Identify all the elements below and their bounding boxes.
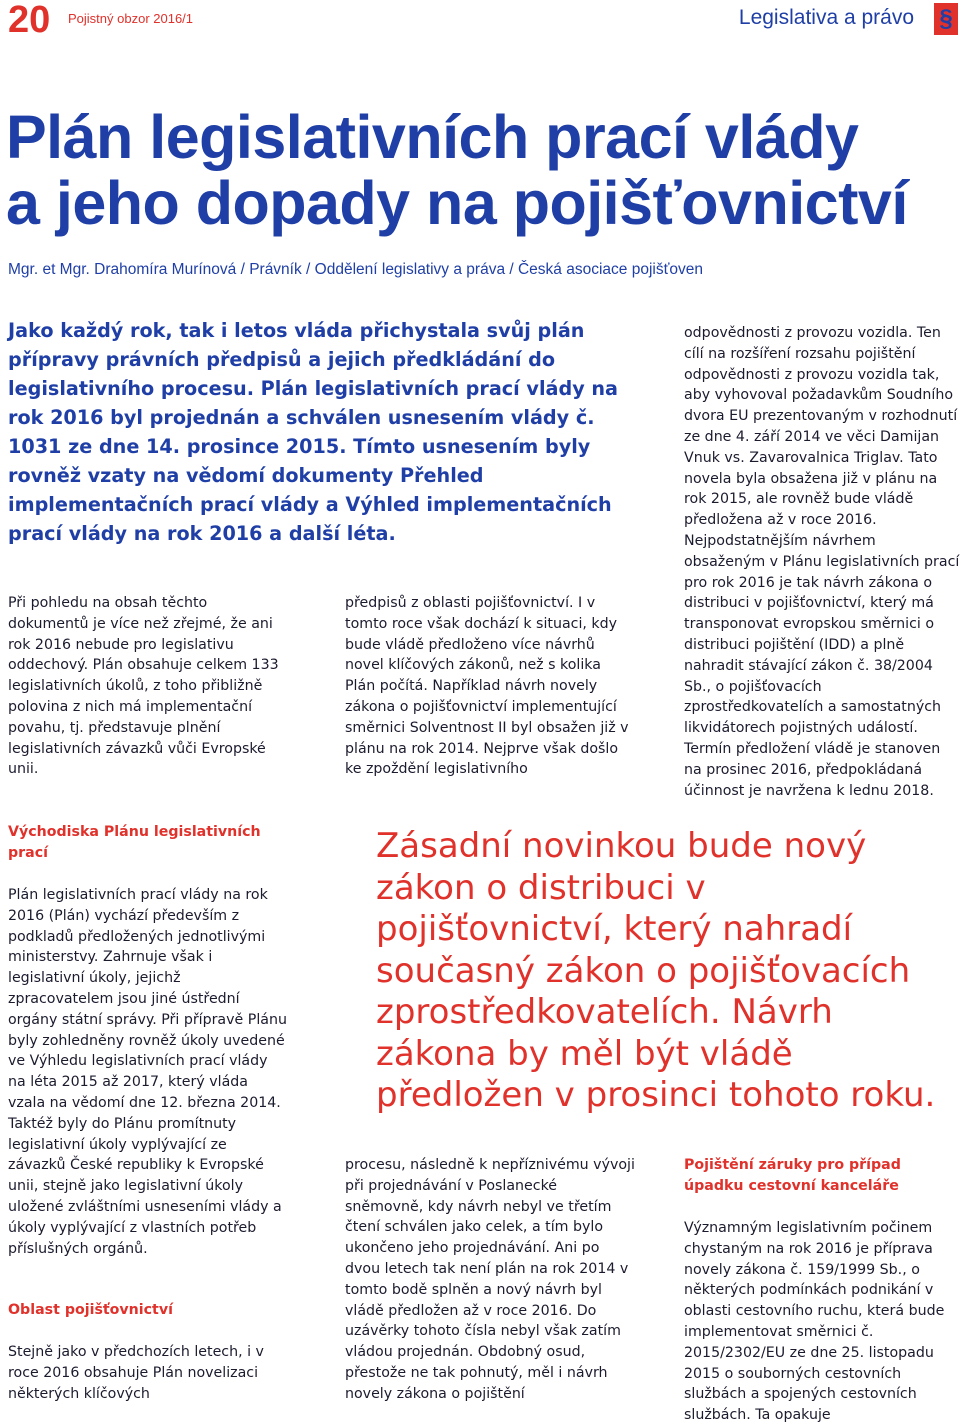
lead-paragraph: Jako každý rok, tak i letos vláda přichystala svůj plán přípravy právních předpisů a jejich předkládání do legislativního procesu. Plán legislativních prací vlády na rok 2016 byl projednán a schválen usnesením vlády č. 1031 ze dne 14. prosince 2015. Tímto usnesením byly rovněž vzaty na vědomí dokumenty Přehled implementačních prací vlády a Výhled implementačních prací vlády na rok 2016 a další léta. <box>8 319 618 545</box>
col2-bottom-text: procesu, následně k nepříznivému vývoji při projednávání v Poslanecké sněmovně, kdy návrh nebyl ve třetím čtení schválen jako celek, a tím bylo ukončeno jeho projednávání. Ani po dvou letech tak není plán na rok 2014 v tomto bodě splněn a nový návrh byl vládě předložen až v roce 2016. Do uzávěrky tohoto čísla nebyl však zatím vládou projednán. Obdobný osud, přestože ne tak pohnutý, měl i návrh novely zákona o pojištění <box>345 1157 635 1402</box>
col1-intro: Při pohledu na obsah těchto dokumentů je více než zřejmé, že ani rok 2016 nebude pro legislativu oddechový. Plán obsahuje celkem 133 legislativních úkolů, z toho přibližně polovina z nich má implementační povahu, tj. představuje plnění legislativních závazků vůči Evropské unii. <box>8 595 279 778</box>
section-heading-oblast: Oblast pojišťovnictví <box>8 1302 173 1319</box>
author-byline: Mgr. et Mgr. Drahomíra Murínová / Právník / Oddělení legislativy a práva / Česká asociace pojišťoven <box>8 261 704 278</box>
section-heading-vychodiska: Východiska Plánu legislativních prací <box>8 824 261 861</box>
col1-lower <box>8 822 288 1405</box>
col1-body-1: Plán legislativních prací vlády na rok 2016 (Plán) vychází především z podkladů předložených jednotlivými ministerstvy. Zahrnuje však i legislativní úkoly, jejichž zpracovatelem jsou jiné ústřední orgány státní správy. Při přípravě Plánu byly zohledněny rovněž úkoly uvedené ve Výhledu legislativních prací vlády na léta 2015 až 2017, který vláda vzala na vědomí dne 12. března 2014. Taktéž byly do Plánu promítnuty legislativní úkoly vyplývající ze závazků České republiky k Evropské unii, stejně jako legislativní úkoly uložené zvláštními usneseními vlády a úkoly vyplývající z vlastních potřeb příslušných orgánů. <box>8 887 287 1257</box>
title-line-1: Plán legislativních prací vlády <box>6 103 859 171</box>
section-label: Legislativa a právo <box>738 6 914 29</box>
col1-body-2: Stejně jako v předchozích letech, i v roce 2016 obsahuje Plán novelizaci některých klíčových <box>8 1344 264 1402</box>
article-title <box>6 104 946 236</box>
page-number: 20 <box>8 0 51 41</box>
section-heading-cestovni: Pojištění záruky pro případ úpadku cestovní kanceláře <box>684 1157 901 1194</box>
paragraph-sign-icon: § <box>934 3 958 35</box>
col3-top-text: odpovědnosti z provozu vozidla. Ten cílí na rozšíření rozsahu pojištění odpovědnosti z provozu vozidla tak, aby vyhovoval požadavkům Soudního dvora EU prezentovaným v rozhodnutí ze dne 4. září 2014 ve věci Damijan Vnuk vs. Zavarovalnica Triglav. Tato novela byla obsažena již v plánu na rok 2015, ale rovněž bude vládě předložena až v roce 2016. Nejpodstatnějším návrhem obsaženým v Plánu legislativních prací pro rok 2016 je tak návrh zákona o distribuci v pojišťovnictví, který má transponovat evropskou směrnici o distribuci pojištění (IDD) a plně nahradit stávající zákon č. 38/2004 Sb., o pojišťovacích zprostředkovatelích a samostatných likvidátorech pojistných událostí. Termín předložení vládě je stanoven na prosinec 2016, předpokládaná účinnost je navržena k lednu 2018. <box>684 325 960 799</box>
title-line-2: a jeho dopady na pojišťovnictví <box>6 169 908 237</box>
col3-body: Významným legislativním počinem chystaným na rok 2016 je příprava novely zákona č. 159/1999 Sb., o některých podmínkách podnikání v oblasti cestovního ruchu, která bude implementovat směrnici č. 2015/2302/EU ze dne 25. listopadu 2015 o souborných cestovních službách a spojených cestovních službách. Ta opakuje <box>684 1220 945 1424</box>
journal-name: Pojistný obzor 2016/1 <box>68 11 194 26</box>
col3-lower <box>684 1155 960 1426</box>
col2-top-text: předpisů z oblasti pojišťovnictví. I v tomto roce však dochází k situaci, kdy bude vládě předloženo více návrhů novel klíčových zákonů, než s kolika Plán počítá. Například návrh novely zákona o pojišťovnictví implementující směrnici Solventnost II byl obsažen již v plánu na rok 2014. Nejprve však došlo ke zpoždění legislativního <box>345 595 629 778</box>
pull-quote: Zásadní novinkou bude nový zákon o distribuci v pojišťovnictví, který nahradí současný zákon o pojišťovacích zprostředkovatelích. Návrh zákona by měl být vládě předložen v prosinci tohoto roku. <box>376 826 936 1115</box>
